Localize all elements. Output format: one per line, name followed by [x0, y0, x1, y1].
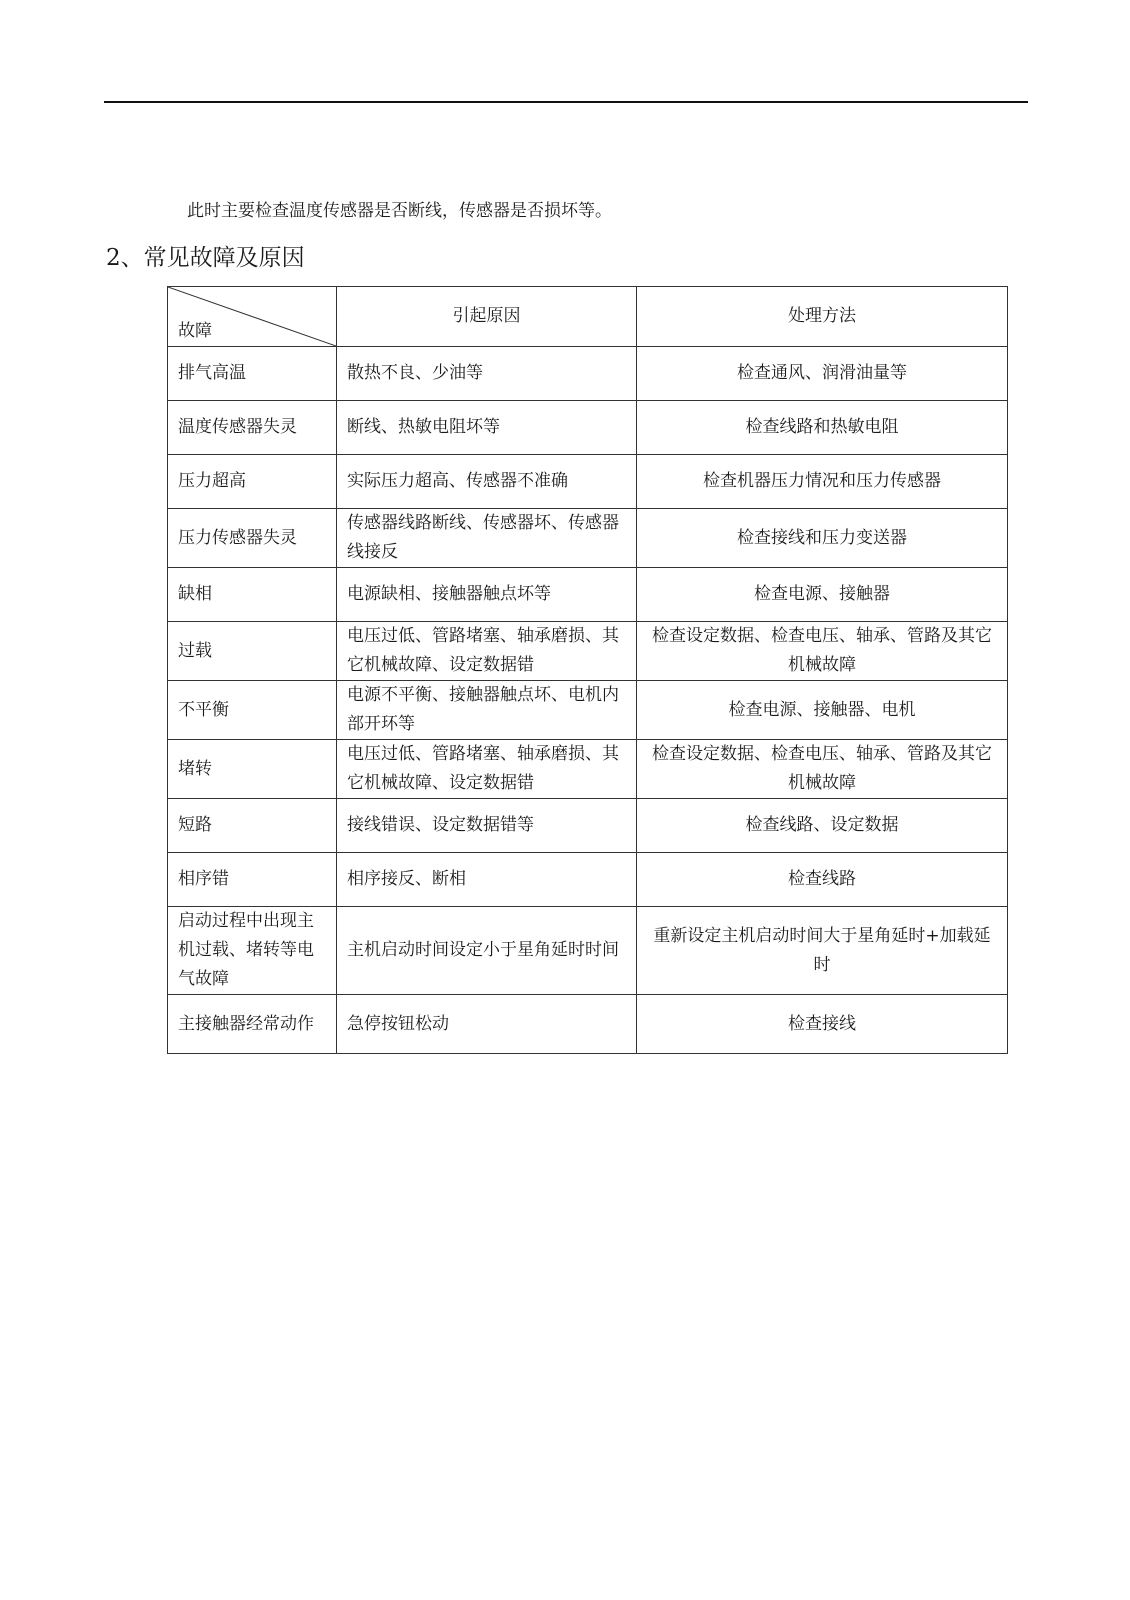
- fix-cell: 检查接线和压力变送器: [637, 509, 1008, 568]
- table-row: [168, 509, 1008, 568]
- cause-cell: 电源不平衡、接触器触点坏、电机内部开环等: [337, 681, 637, 740]
- table-row: [168, 799, 1008, 853]
- fault-cell: 堵转: [168, 740, 337, 799]
- cause-cell: 实际压力超高、传感器不准确: [337, 455, 637, 509]
- table-row: [168, 681, 1008, 740]
- table-row: [168, 568, 1008, 622]
- fix-cell: 检查设定数据、检查电压、轴承、管路及其它机械故障: [637, 622, 1008, 681]
- fault-cell: 压力超高: [168, 455, 337, 509]
- cause-cell: 传感器线路断线、传感器坏、传感器线接反: [337, 509, 637, 568]
- fix-cell: 检查电源、接触器、电机: [637, 681, 1008, 740]
- cause-cell: 散热不良、少油等: [337, 347, 637, 401]
- table-row: [168, 995, 1008, 1054]
- table-row: [168, 455, 1008, 509]
- table-row: [168, 347, 1008, 401]
- cause-cell: 电源缺相、接触器触点坏等: [337, 568, 637, 622]
- fault-cell: 压力传感器失灵: [168, 509, 337, 568]
- cause-cell: 相序接反、断相: [337, 853, 637, 907]
- fix-cell: 检查机器压力情况和压力传感器: [637, 455, 1008, 509]
- fault-cell: 不平衡: [168, 681, 337, 740]
- fix-cell: 检查线路和热敏电阻: [637, 401, 1008, 455]
- cause-cell: 断线、热敏电阻坏等: [337, 401, 637, 455]
- cause-cell: 电压过低、管路堵塞、轴承磨损、其它机械故障、设定数据错: [337, 740, 637, 799]
- fault-cell: 主接触器经常动作: [168, 995, 337, 1054]
- table-row: [168, 853, 1008, 907]
- header-fault-label: 故障: [178, 321, 212, 341]
- fix-cell: 检查线路: [637, 853, 1008, 907]
- table-row: [168, 907, 1008, 995]
- fault-cell: 过载: [168, 622, 337, 681]
- cause-cell: 急停按钮松动: [337, 995, 637, 1054]
- section-title: 2、常见故障及原因: [106, 245, 305, 271]
- fix-cell: 检查电源、接触器: [637, 568, 1008, 622]
- header-fault-cell: [168, 287, 337, 347]
- table-header-row: [168, 287, 1008, 347]
- fault-cell: 温度传感器失灵: [168, 401, 337, 455]
- fix-cell: 检查通风、润滑油量等: [637, 347, 1008, 401]
- table-row: [168, 622, 1008, 681]
- header-fix: 处理方法: [637, 287, 1008, 347]
- fault-cell: 缺相: [168, 568, 337, 622]
- cause-cell: 主机启动时间设定小于星角延时时间: [337, 907, 637, 995]
- fix-cell: 检查设定数据、检查电压、轴承、管路及其它机械故障: [637, 740, 1008, 799]
- fix-cell: 检查线路、设定数据: [637, 799, 1008, 853]
- fault-cell: 相序错: [168, 853, 337, 907]
- fix-cell: 检查接线: [637, 995, 1008, 1054]
- cause-cell: 电压过低、管路堵塞、轴承磨损、其它机械故障、设定数据错: [337, 622, 637, 681]
- header-rule: [104, 101, 1028, 103]
- table-row: [168, 740, 1008, 799]
- intro-paragraph: 此时主要检查温度传感器是否断线，传感器是否损坏等。: [187, 201, 612, 221]
- fault-cell: 短路: [168, 799, 337, 853]
- fault-cell: 排气高温: [168, 347, 337, 401]
- header-cause: 引起原因: [337, 287, 637, 347]
- cause-cell: 接线错误、设定数据错等: [337, 799, 637, 853]
- fault-table: [167, 286, 1008, 1054]
- fix-cell: 重新设定主机启动时间大于星角延时+加载延时: [637, 907, 1008, 995]
- table-row: [168, 401, 1008, 455]
- fault-cell: 启动过程中出现主机过载、堵转等电气故障: [168, 907, 337, 995]
